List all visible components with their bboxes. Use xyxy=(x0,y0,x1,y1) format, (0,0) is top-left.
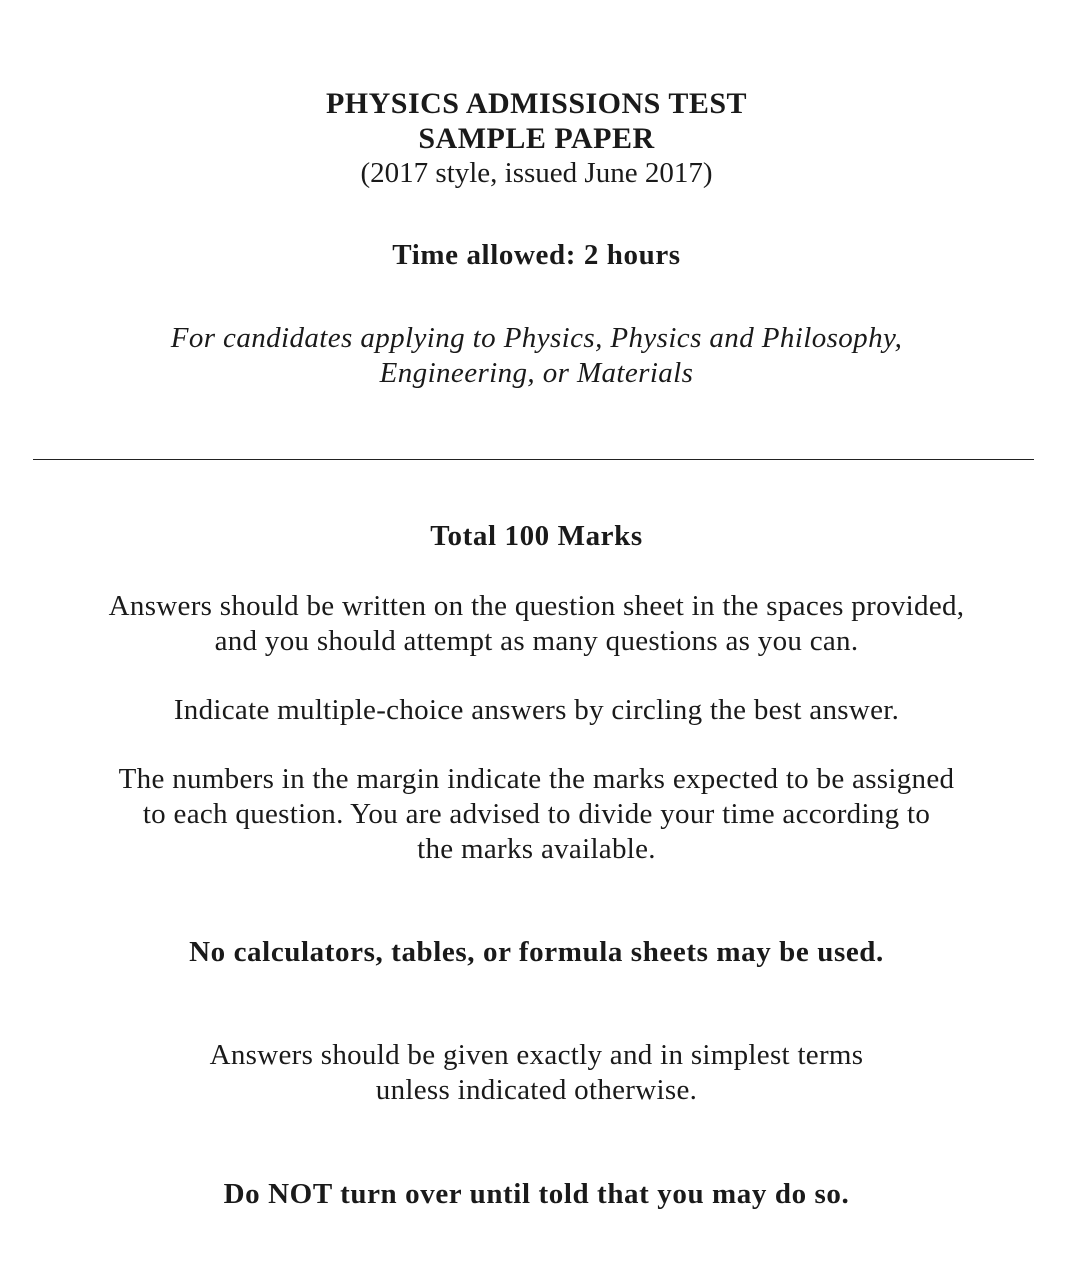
title-line-2: SAMPLE PAPER xyxy=(418,122,655,155)
title-line-1: PHYSICS ADMISSIONS TEST xyxy=(325,87,748,120)
exact-answers-line-2: unless indicated otherwise. xyxy=(375,1074,698,1106)
multiple-choice-instruction: Indicate multiple-choice answers by circling the best answer. xyxy=(173,694,900,726)
margin-line-2: to each question. You are advised to divide your time according to xyxy=(142,798,931,830)
total-marks: Total 100 Marks xyxy=(430,520,643,552)
margin-line-1: The numbers in the margin indicate the marks expected to be assigned xyxy=(118,763,955,795)
issue-note: (2017 style, issued June 2017) xyxy=(360,157,713,189)
time-allowed: Time allowed: 2 hours xyxy=(392,239,681,271)
answers-line-2: and you should attempt as many questions as you can. xyxy=(214,625,859,657)
candidates-line-1: For candidates applying to Physics, Physics and Philosophy, xyxy=(170,322,903,354)
do-not-turn-notice: Do NOT turn over until told that you may do so. xyxy=(223,1178,850,1210)
candidates-line-2: Engineering, or Materials xyxy=(379,357,694,389)
horizontal-divider xyxy=(33,459,1034,460)
no-calculators-notice: No calculators, tables, or formula sheets may be used. xyxy=(189,936,884,968)
margin-line-3: the marks available. xyxy=(417,833,656,865)
answers-line-1: Answers should be written on the question sheet in the spaces provided, xyxy=(108,590,965,622)
exact-answers-line-1: Answers should be given exactly and in simplest terms xyxy=(209,1039,864,1071)
